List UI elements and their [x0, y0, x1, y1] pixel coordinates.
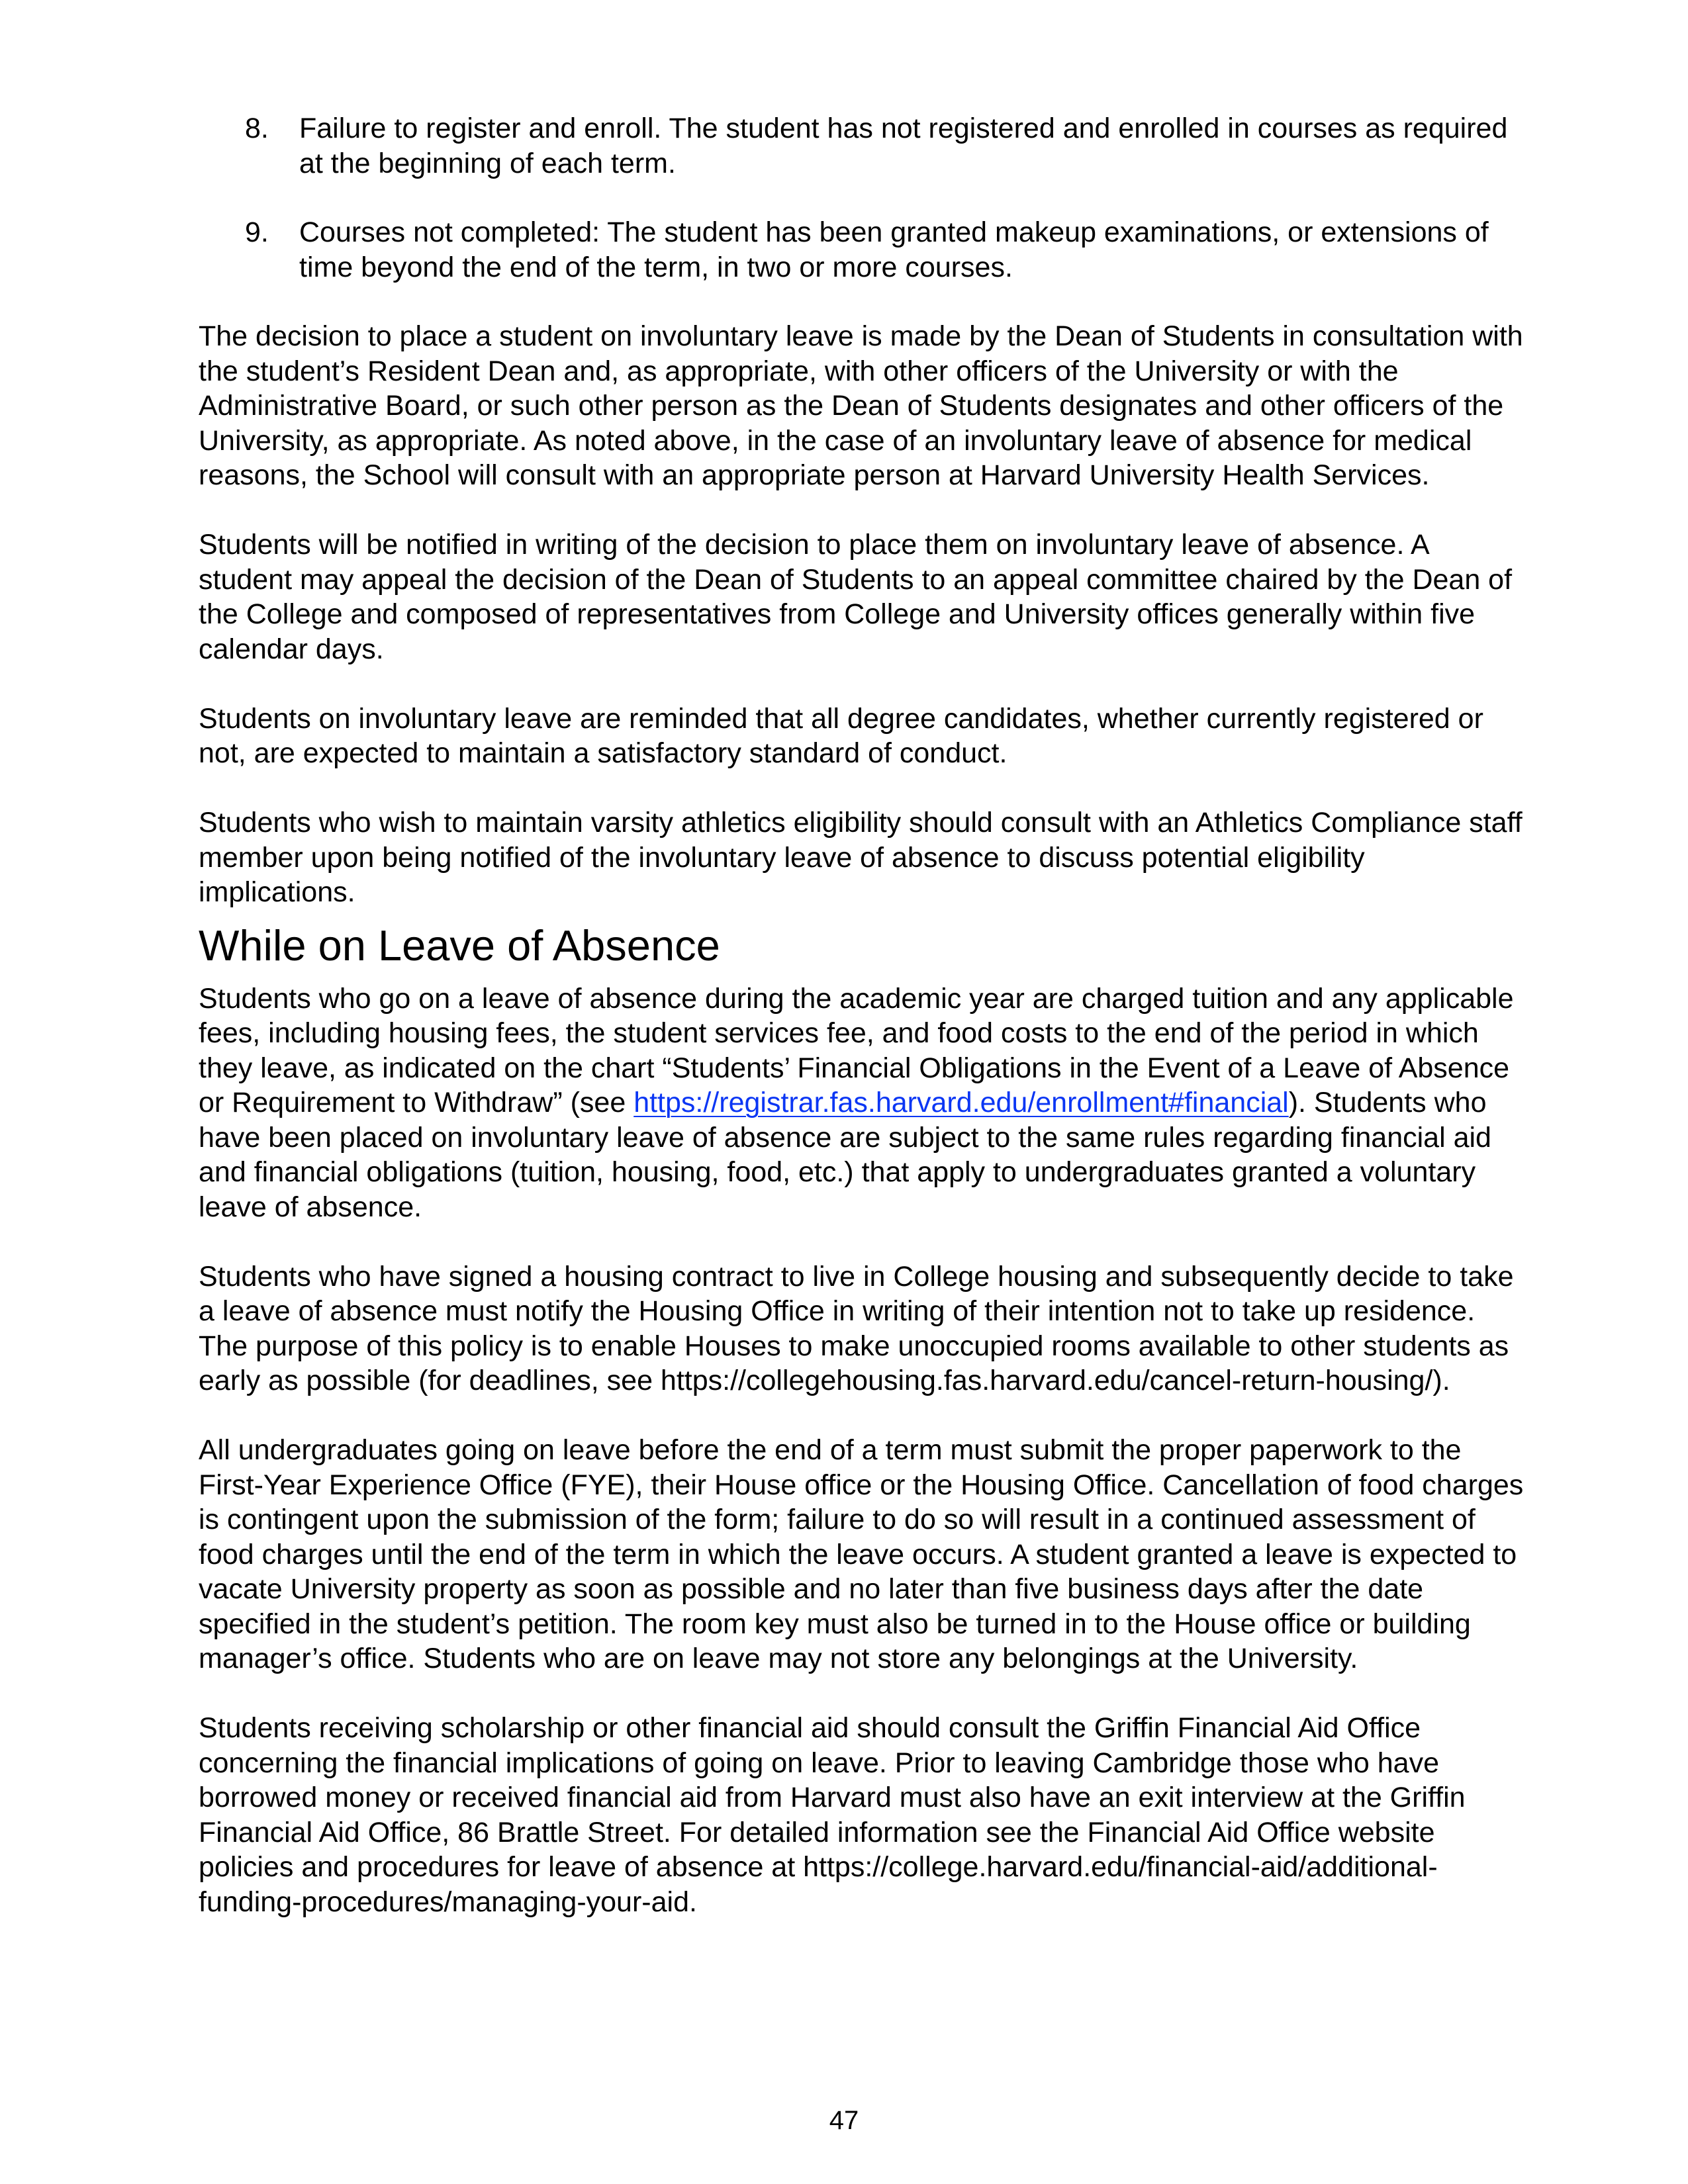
paragraph-text-after-link: ). Students who have been placed on involuntary leave of absence are subject to the same rules regarding financial aid and financial obligations (tuition, housing, food, etc.) that apply to undergraduates granted a voluntary leave of absence.	[199, 1087, 1491, 1223]
list-item-8	[199, 111, 1529, 181]
paragraph-text-before-link: Students who go on a leave of absence during the academic year are charged tuition and any applicable fees, including housing fees, the student services fee, and food costs to the end of the period in which they leave, as indicated on the chart “Students’ Financial Obligations in the Event of a Leave of Absence or Requirement to Withdraw” (see	[199, 982, 1514, 1118]
paragraph-financial-obligations	[199, 981, 1529, 1225]
page-number: 47	[829, 2106, 859, 2135]
list-item-9	[199, 215, 1529, 285]
paragraph-paperwork: All undergraduates going on leave before the end of a term must submit the proper paperwork to the First-Year Experience Office (FYE), their House office or the Housing Office. Cancellation of food charges is contingent upon the submission of the form; failure to do so will result in a continued assessment of food charges until the end of the term in which the leave occurs. A student granted a leave is expected to vacate University property as soon as possible and no later than five business days after the date specified in the student’s petition. The room key must also be turned in to the House office or building manager’s office. Students who are on leave may not store any belongings at the University.	[199, 1434, 1524, 1674]
list-item-text: Failure to register and enroll. The student has not registered and enrolled in courses as required at the beginning of each term.	[299, 113, 1508, 179]
registrar-financial-link[interactable]: https://registrar.fas.harvard.edu/enrollment#financial	[633, 1087, 1289, 1118]
paragraph-athletics: Students who wish to maintain varsity athletics eligibility should consult with an Athletics Compliance staff member upon being notified of the involuntary leave of absence to discuss potential eligibility implications.	[199, 807, 1523, 908]
list-item-number: 8.	[245, 113, 269, 144]
numbered-list	[199, 111, 1529, 285]
paragraph-notification: Students will be notified in writing of the decision to place them on involuntary leave of absence. A student may appeal the decision of the Dean of Students to an appeal committee chaired by the Dean of the College and composed of representatives from College and University offices generally within five calendar days.	[199, 529, 1513, 665]
list-item-text: Courses not completed: The student has been granted makeup examinations, or extensions of time beyond the end of the term, in two or more courses.	[299, 216, 1489, 283]
document-page	[199, 111, 1529, 1919]
paragraph-housing-contract: Students who have signed a housing contract to live in College housing and subsequently decide to take a leave of absence must notify the Housing Office in writing of their intention not to take up residence. The purpose of this policy is to enable Houses to make unoccupied rooms available to other students as early as possible (for deadlines, see https://collegehousing.fas.harvard.edu/cancel-return-housing/).	[199, 1260, 1514, 1396]
section-heading: While on Leave of Absence	[199, 921, 720, 970]
list-item-number: 9.	[245, 216, 269, 248]
paragraph-financial-aid: Students receiving scholarship or other financial aid should consult the Griffin Financial Aid Office concerning the financial implications of going on leave. Prior to leaving Cambridge those who have borrowed money or received financial aid from Harvard must also have an exit interview at the Griffin Financial Aid Office, 86 Brattle Street. For detailed information see the Financial Aid Office website policies and procedures for leave of absence at https://college.harvard.edu/financial-aid/additional-funding-procedures/managing-your-aid.	[199, 1712, 1466, 1918]
paragraph-conduct: Students on involuntary leave are reminded that all degree candidates, whether currently registered or not, are expected to maintain a satisfactory standard of conduct.	[199, 702, 1483, 769]
paragraph-decision: The decision to place a student on involuntary leave is made by the Dean of Students in consultation with the student’s Resident Dean and, as appropriate, with other officers of the University or with the Administrative Board, or such other person as the Dean of Students designates and other officers of the University, as appropriate. As noted above, in the case of an involuntary leave of absence for medical reasons, the School will consult with an appropriate person at Harvard University Health Services.	[199, 320, 1523, 491]
